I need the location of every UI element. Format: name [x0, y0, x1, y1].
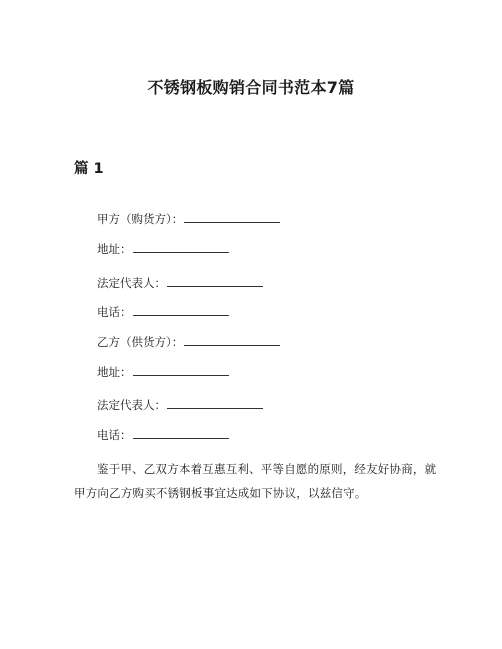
section-heading: 篇 1	[74, 161, 104, 177]
field-label: 地址：	[97, 365, 132, 379]
field-label: 乙方（供货方）：	[97, 335, 184, 349]
body-paragraph: 鉴于甲、乙双方本着互惠互利、平等自愿的原则，经友好协商，就甲方向乙方购买不锈钢板事宜达成如下协议，以兹信守。	[74, 462, 437, 500]
field-label: 法定代表人：	[97, 398, 166, 412]
field-label: 甲方（购货方）：	[97, 212, 184, 226]
blank-line	[133, 427, 229, 439]
field-party-a-address	[97, 241, 229, 257]
field-party-b-address	[97, 364, 229, 380]
blank-line	[133, 304, 229, 316]
field-party-a-name	[97, 211, 280, 227]
field-party-b-representative	[97, 397, 263, 413]
field-party-b-phone	[97, 427, 229, 443]
field-party-b-name	[97, 334, 280, 350]
field-label: 地址：	[97, 242, 132, 256]
document-title: 不锈钢板购销合同书范本7篇	[147, 78, 355, 97]
blank-line	[184, 211, 280, 223]
field-label: 电话：	[97, 305, 132, 319]
field-label: 电话：	[97, 428, 132, 442]
blank-line	[167, 397, 263, 409]
blank-line	[133, 364, 229, 376]
blank-line	[133, 241, 229, 253]
field-party-a-phone	[97, 304, 229, 320]
field-label: 法定代表人：	[97, 276, 166, 290]
blank-line	[167, 275, 263, 287]
blank-line	[184, 334, 280, 346]
field-party-a-representative	[97, 275, 263, 291]
